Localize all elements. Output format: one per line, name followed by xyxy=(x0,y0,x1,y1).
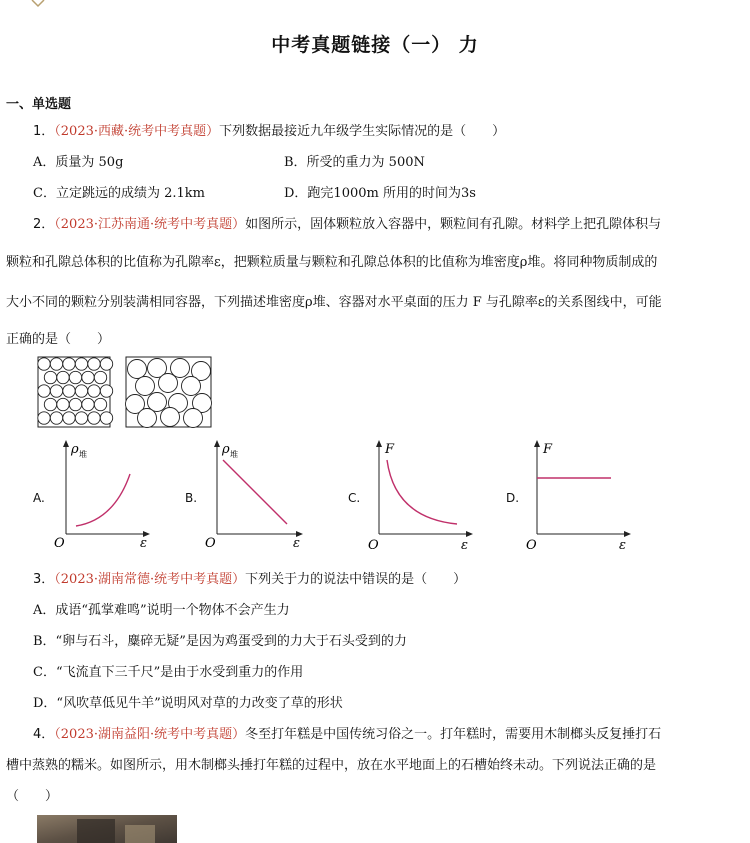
q2-graph-d[interactable] xyxy=(503,438,633,553)
large-particle xyxy=(138,409,157,428)
graph-a-xlabel: ε xyxy=(140,536,147,551)
large-particles xyxy=(126,359,212,428)
small-particle xyxy=(63,412,75,424)
q1-option-c[interactable]: C．立定跳远的成绩为 2.1km xyxy=(33,186,205,201)
graph-d-ylabel: F xyxy=(543,442,553,457)
q1-number: 1． xyxy=(33,124,55,139)
q2-stem-line2: 颗粒和孔隙总体积的比值称为孔隙率ε，把颗粒质量与颗粒和孔隙总体积的比值称为堆密度ρ堆。将同种物质制成的 xyxy=(6,255,658,270)
q1-stem xyxy=(33,120,505,139)
q3-option-c[interactable]: C．“飞流直下三千尺”是由于水受到重力的作用 xyxy=(33,665,304,680)
small-particle xyxy=(50,358,62,370)
graph-d-x-arrow xyxy=(624,531,631,537)
q2-stem-line1 xyxy=(33,213,661,232)
small-particle xyxy=(69,371,81,383)
graph-b-plot xyxy=(203,438,303,553)
q2-number: 2． xyxy=(33,217,55,232)
q1-option-b[interactable]: B．所受的重力为 500N xyxy=(284,155,425,170)
graph-c-y-arrow xyxy=(376,440,382,447)
graph-c-xlabel: ε xyxy=(461,538,468,553)
graph-c-curve xyxy=(387,460,457,524)
q2-graph-c-label: C. xyxy=(348,491,361,505)
small-particle xyxy=(88,358,100,370)
large-particle xyxy=(128,360,147,379)
graph-b-line xyxy=(223,460,287,524)
small-particle xyxy=(82,371,94,383)
small-particle xyxy=(38,358,50,370)
graph-a-y-arrow xyxy=(63,440,69,447)
graph-a-ylabel: ρ xyxy=(71,442,79,457)
graph-b-xlabel: ε xyxy=(293,536,300,551)
small-particle xyxy=(100,358,112,370)
graph-c-ylabel: F xyxy=(385,442,395,457)
small-particle xyxy=(88,385,100,397)
q3-option-a[interactable]: A．成语“孤掌难鸣”说明一个物体不会产生力 xyxy=(33,603,290,618)
graph-b-y-arrow xyxy=(214,440,220,447)
graph-d-origin: O xyxy=(526,538,537,553)
small-particle xyxy=(50,412,62,424)
small-particle xyxy=(38,385,50,397)
graph-a-ysub: 堆 xyxy=(79,450,87,459)
q4-source: （2023·湖南益阳·统考中考真题） xyxy=(54,727,246,742)
small-particle xyxy=(63,358,75,370)
q2-source: （2023·江苏南通·统考中考真题） xyxy=(54,217,246,232)
q4-text-1: 冬至打年糕是中国传统习俗之一。打年糕时，需要用木制榔头反复捶打石 xyxy=(245,727,662,742)
large-particle xyxy=(136,377,155,396)
q3-option-b[interactable]: B．“卵与石斗，麋碎无疑”是因为鸡蛋受到的力大于石头受到的力 xyxy=(33,634,407,649)
small-particle xyxy=(44,398,56,410)
graph-c-x-arrow xyxy=(466,531,473,537)
graph-c-origin: O xyxy=(368,538,379,553)
large-particle xyxy=(159,374,178,393)
q2-text-1: 如图所示，固体颗粒放入容器中，颗粒间有孔隙。材料学上把孔隙体积与 xyxy=(245,217,662,232)
small-particle xyxy=(57,398,69,410)
q3-source: （2023·湖南常德·统考中考真题） xyxy=(54,572,246,587)
small-particle xyxy=(44,371,56,383)
q3-text: 下列关于力的说法中错误的是（ ） xyxy=(245,572,467,587)
q2-graph-a-label: A. xyxy=(33,491,45,505)
large-particle xyxy=(182,377,201,396)
q3-stem xyxy=(33,568,466,587)
q3-option-d[interactable]: D．“风吹草低见牛羊”说明风对草的力改变了草的形状 xyxy=(33,696,343,711)
graph-b-ylabel: ρ xyxy=(222,442,230,457)
q2-graph-a[interactable] xyxy=(30,438,150,553)
small-particle xyxy=(94,371,106,383)
small-particles xyxy=(38,358,113,424)
q1-text: 下列数据最接近九年级学生实际情况的是（ ） xyxy=(219,124,506,139)
section-heading: 一、单选题 xyxy=(6,97,72,112)
q4-number: 4． xyxy=(33,727,55,742)
small-particle xyxy=(38,412,50,424)
q1-source: （2023·西藏·统考中考真题） xyxy=(54,124,220,139)
q2-graph-d-label: D. xyxy=(506,491,520,505)
graph-b-origin: O xyxy=(205,536,216,551)
q4-stem-line2: 槽中蒸熟的糯米。如图所示，用木制榔头捶打年糕的过程中，放在水平地面上的石槽始终未动。下列说法正确的是 xyxy=(6,758,657,773)
q4-stem-line1 xyxy=(33,723,661,742)
small-particle xyxy=(69,398,81,410)
small-particle xyxy=(75,358,87,370)
small-particle xyxy=(82,398,94,410)
q2-graph-b-label: B. xyxy=(185,491,198,505)
q4-stem-line3: （ ） xyxy=(6,789,59,804)
graph-a-plot xyxy=(54,438,150,553)
q2-graph-b[interactable] xyxy=(185,438,305,553)
q3-number: 3． xyxy=(33,572,55,587)
q2-container-figure xyxy=(37,356,217,428)
q1-option-a[interactable]: A．质量为 50g xyxy=(33,155,124,170)
small-particle xyxy=(75,412,87,424)
graph-d-xlabel: ε xyxy=(619,538,626,553)
q2-stem-line3: 大小不同的颗粒分别装满相同容器，下列描述堆密度ρ堆、容器对水平桌面的压力 F 与孔隙率ε的关系图线中，可能 xyxy=(6,295,662,310)
corner-logo xyxy=(30,0,54,8)
q2-graph-c[interactable] xyxy=(345,438,475,553)
graph-a-origin: O xyxy=(54,536,65,551)
q2-stem-line4: 正确的是（ ） xyxy=(6,332,111,347)
graph-d-plot xyxy=(523,438,631,553)
small-particle xyxy=(100,412,112,424)
page-title: 中考真题链接（一） 力 xyxy=(271,34,479,56)
graph-b-ysub: 堆 xyxy=(230,450,238,459)
large-particle xyxy=(184,409,203,428)
small-particle xyxy=(57,371,69,383)
small-particle xyxy=(88,412,100,424)
graph-a-curve xyxy=(76,474,130,526)
small-particle xyxy=(94,398,106,410)
small-particle xyxy=(100,385,112,397)
large-particle xyxy=(161,408,180,427)
graph-c-plot xyxy=(365,438,473,553)
q1-option-d[interactable]: D．跑完1000m 所用的时间为3s xyxy=(284,186,476,201)
graph-d-y-arrow xyxy=(534,440,540,447)
small-particle xyxy=(75,385,87,397)
small-particle xyxy=(63,385,75,397)
small-particle xyxy=(50,385,62,397)
q4-photo xyxy=(37,815,177,843)
